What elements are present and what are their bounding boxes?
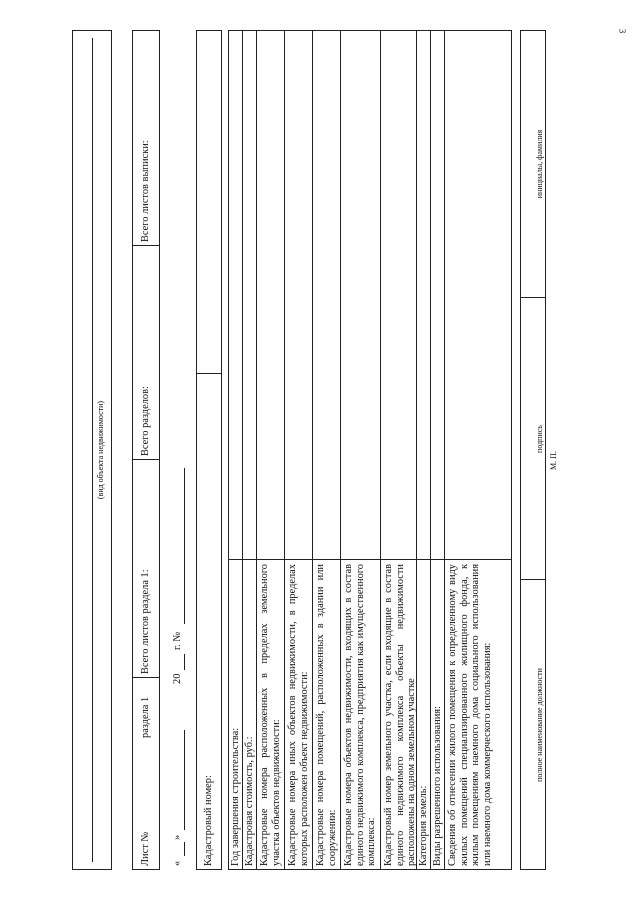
cadastral-number-row bbox=[196, 30, 222, 870]
date-number-line bbox=[184, 468, 185, 624]
row-separator bbox=[340, 30, 341, 870]
section-label: раздела 1 bbox=[140, 696, 151, 738]
sheet-info-divider-3 bbox=[132, 245, 160, 246]
date-day-line bbox=[184, 842, 185, 856]
row-separator bbox=[312, 30, 313, 870]
cadastral-number-label: Кадастровый номер: bbox=[203, 775, 214, 866]
total-sections: Всего разделов: bbox=[140, 386, 151, 456]
date-month-line bbox=[184, 730, 185, 830]
page-number: 3 bbox=[617, 28, 628, 34]
row-objects-on-land: Кадастровые номера расположенных в пределах земельного участка объектов недвижимости: bbox=[259, 564, 282, 866]
object-type-line bbox=[92, 38, 93, 862]
row-complex-land: Кадастровый номер земельного участка, если входящие в состав единого недвижимого комплекса объекты недвижимости расположены на одном земельном участке bbox=[383, 564, 417, 866]
row-permitted-use: Виды разрешенного использования: bbox=[432, 706, 443, 866]
row-housing-type: Сведения об отнесении жилого помещения к определенному виду жилых помещений специализированного жилищного фонда, к жилым помещениям наемного дома социального использования или наемного дома коммерческого использования: bbox=[447, 564, 493, 866]
row-cadastral-value: Кадастровая стоимость, руб.: bbox=[244, 736, 255, 866]
sheet-info-divider-1 bbox=[132, 677, 160, 678]
row-premises: Кадастровые номера помещений, расположенных в здании или сооружении: bbox=[315, 564, 338, 866]
row-separator bbox=[284, 30, 285, 870]
row-land-category: Категория земель: bbox=[418, 785, 429, 866]
seal-label: М. П. bbox=[549, 451, 558, 470]
row-separator bbox=[380, 30, 381, 870]
row-separator bbox=[430, 30, 431, 870]
row-separator bbox=[444, 30, 445, 870]
row-year-built: Год завершения строительства: bbox=[230, 727, 241, 866]
details-table-divider bbox=[228, 559, 512, 560]
date-year-prefix: 20 bbox=[172, 673, 183, 684]
position-caption: полное наименование должности bbox=[535, 668, 544, 782]
date-year-suffix: г. № bbox=[172, 631, 183, 650]
row-parent-objects: Кадастровые номера иных объектов недвижимости, в пределах которых расположен объект недвижимости: bbox=[287, 564, 310, 866]
date-close-quote: » bbox=[172, 834, 183, 840]
object-type-caption: (вид объекта недвижимости) bbox=[96, 400, 105, 500]
date-year-line bbox=[184, 654, 185, 670]
date-open-quote: « bbox=[172, 860, 183, 866]
extract-form bbox=[72, 30, 560, 870]
signature-caption: подпись bbox=[535, 425, 544, 453]
sheet-number-label: Лист № bbox=[140, 831, 151, 866]
total-sheets-section: Всего листов раздела 1: bbox=[140, 569, 151, 674]
cadastral-divider bbox=[196, 373, 222, 374]
total-sheets-extract: Всего листов выписки: bbox=[140, 140, 151, 242]
name-caption: инициалы, фамилия bbox=[535, 129, 544, 199]
sheet-info-divider-2 bbox=[132, 459, 160, 460]
row-complex-objects: Кадастровые номера объектов недвижимости, входящих в состав единого недвижимого комплекса, предприятия как имущественного комплекса: bbox=[343, 564, 377, 866]
row-separator bbox=[242, 30, 243, 870]
row-separator bbox=[256, 30, 257, 870]
